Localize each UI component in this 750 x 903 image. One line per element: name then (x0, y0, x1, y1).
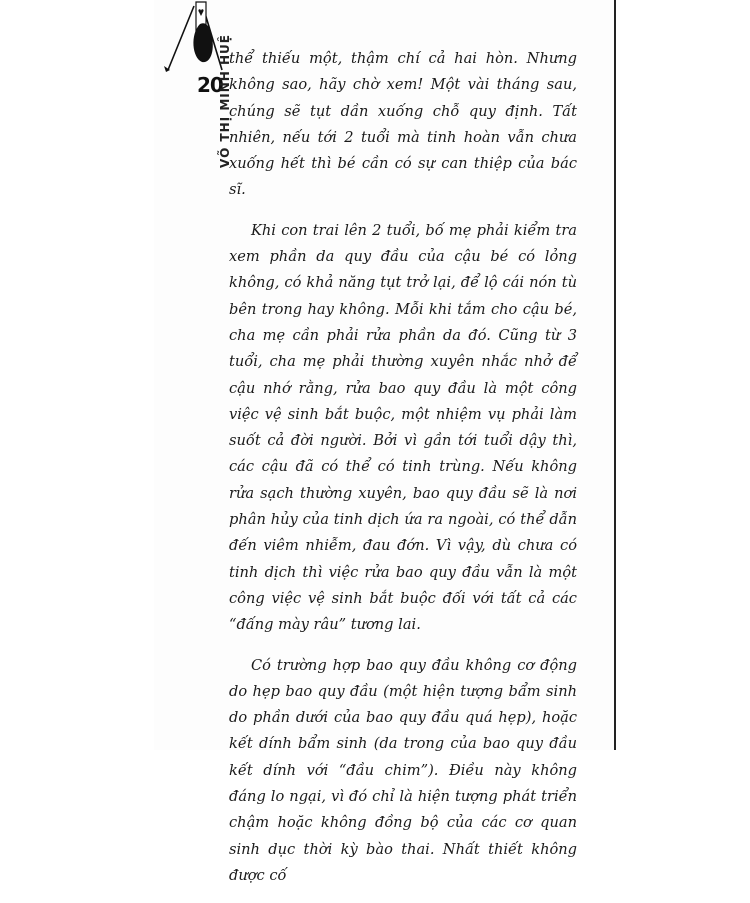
paragraph-1: thể thiếu một, thậm chí cả hai hòn. Nhưng không sao, hãy chờ xem! Một vài tháng sau, chúng sẽ tụt dần xuống chỗ quy định. Tất nhiên, nếu tới 2 tuổi mà tinh hoàn vẫn chưa xuống hết thì bé cần có sự can thiệp của bác sĩ. (229, 50, 577, 199)
paragraph-3: Có trường hợp bao quy đầu không cơ động do hẹp bao quy đầu (một hiện tượng bẩm sinh do phần dưới của bao quy đầu quá hẹp), hoặc kết dính bẩm sinh (da trong của bao quy đầu kết dính với “đầu chim”). Điều này không đáng lo ngại, vì đó chỉ là hiện tượng phát triển chậm hoặc không đồng bộ của các cơ quan sinh dục thời kỳ bào thai. Nhất thiết không được cố (229, 656, 577, 884)
page-number: 20 (197, 73, 223, 97)
body-text (229, 46, 577, 903)
author-name: VÕ THỊ MINH HUỆ (218, 34, 232, 168)
paragraph-2: Khi con trai lên 2 tuổi, bố mẹ phải kiểm tra xem phần da quy đầu của cậu bé có lỏng không, có khả năng tụt trở lại, để lộ cái nón tù bên trong hay không. Mỗi khi tắm cho cậu bé, cha mẹ cần phải rửa phần da đó. Cũng từ 3 tuổi, cha mẹ phải thường xuyên nhắc nhở để cậu nhớ rằng, rửa bao quy đầu là một công việc vệ sinh bắt buộc, một nhiệm vụ phải làm suốt cả đời người. Bởi vì gần tới tuổi dậy thì, các cậu đã có thể có tinh trùng. Nếu không rửa sạch thường xuyên, bao quy đầu sẽ là nơi phân hủy của tinh dịch ứa ra ngoài, có thể dẫn đến viêm nhiễm, đau đớn. Vì vậy, dù chưa có tinh dịch thì việc rửa bao quy đầu vẫn là một công việc vệ sinh bắt buộc đối với tất cả các “đấng mày râu” tương lai. (229, 221, 577, 634)
